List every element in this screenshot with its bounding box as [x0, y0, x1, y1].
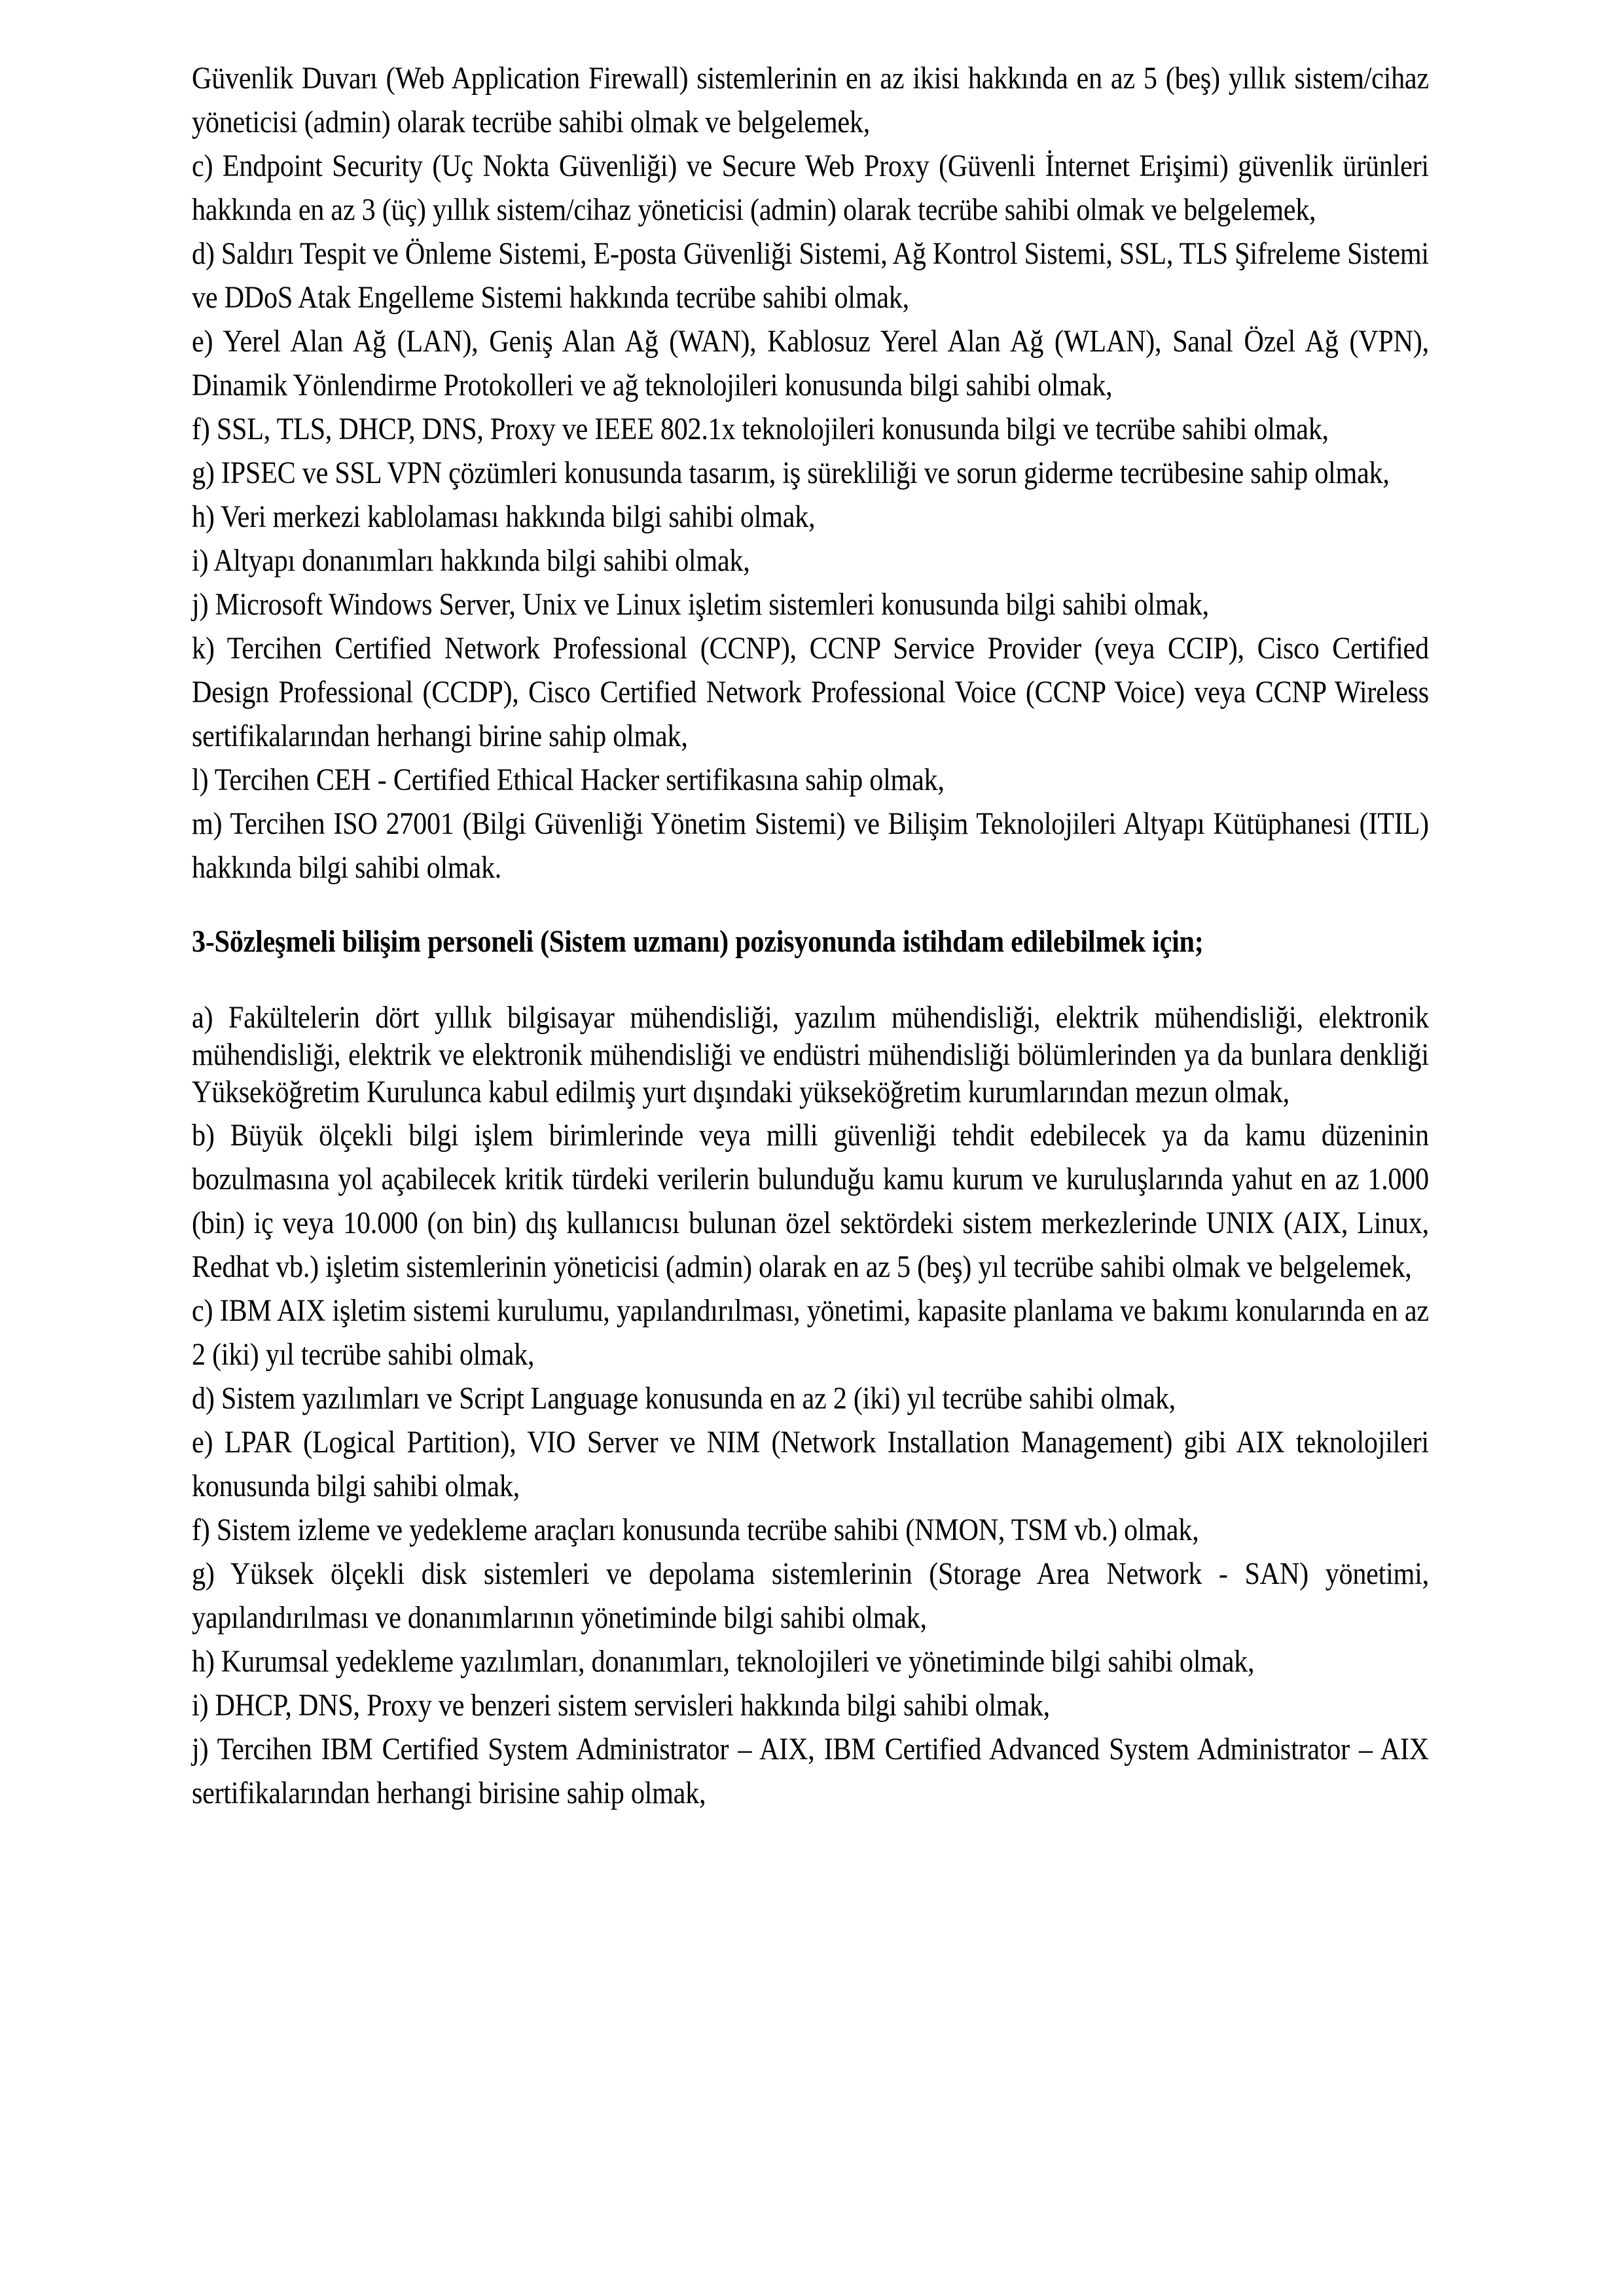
requirement-item: f) Sistem izleme ve yedekleme araçları konusunda tecrübe sahibi (NMON, TSM vb.) olmak, — [192, 1513, 1199, 1547]
requirement-item: d) Sistem yazılımları ve Script Language konusunda en az 2 (iki) yıl tecrübe sahibi olmak, — [192, 1381, 1176, 1416]
document-content — [192, 56, 1429, 1815]
requirement-item: m) Tercihen ISO 27001 (Bilgi Güvenliği Yönetim Sistemi) ve Bilişim Teknolojileri Altyapı Kütüphanesi (ITIL) hakkında bilgi sahibi olmak. — [192, 806, 1429, 885]
continued-paragraph: Güvenlik Duvarı (Web Application Firewall) sistemlerinin en az ikisi hakkında en az 5 (beş) yıllık sistem/cihaz yöneticisi (admin) olarak tecrübe sahibi olmak ve belgelemek, — [192, 61, 1429, 139]
requirement-item: c) IBM AIX işletim sistemi kurulumu, yapılandırılması, yönetimi, kapasite planlama ve bakımı konularında en az 2 (iki) yıl tecrübe sahibi olmak, — [192, 1293, 1429, 1372]
section2-requirements-list — [192, 144, 1429, 889]
requirement-item: k) Tercihen Certified Network Professional (CCNP), CCNP Service Provider (veya CCIP), Cisco Certified Design Professional (CCDP), Cisco Certified Network Professional Voice (CCNP Voice) veya CCNP Wireless sertifikalarından herhangi birine sahip olmak, — [192, 631, 1429, 753]
requirement-item: g) Yüksek ölçekli disk sistemleri ve depolama sistemlerinin (Storage Area Network - SAN) yönetimi, yapılandırılması ve donanımlarının yönetiminde bilgi sahibi olmak, — [192, 1556, 1429, 1635]
requirement-item: j) Tercihen IBM Certified System Administrator – AIX, IBM Certified Advanced System Administrator – AIX sertifikalarından herhangi birisine sahip olmak, — [192, 1732, 1429, 1810]
requirement-item: c) Endpoint Security (Uç Nokta Güvenliği) ve Secure Web Proxy (Güvenli İnternet Erişimi) güvenlik ürünleri hakkında en az 3 (üç) yıllık sistem/cihaz yöneticisi (admin) olarak tecrübe sahibi olmak ve belgelemek, — [192, 149, 1429, 227]
requirement-item: g) IPSEC ve SSL VPN çözümleri konusunda tasarım, iş sürekliliği ve sorun giderme tecrübesine sahip olmak, — [192, 456, 1390, 490]
requirement-item: e) LPAR (Logical Partition), VIO Server ve NIM (Network Installation Management) gibi AIX teknolojileri konusunda bilgi sahibi olmak, — [192, 1425, 1429, 1503]
requirement-item: d) Saldırı Tespit ve Önleme Sistemi, E-posta Güvenliği Sistemi, Ağ Kontrol Sistemi, SSL, TLS Şifreleme Sistemi ve DDoS Atak Engelleme Sistemi hakkında tecrübe sahibi olmak, — [192, 236, 1429, 315]
section-heading: 3-Sözleşmeli bilişim personeli (Sistem uzmanı) pozisyonunda istihdam edilebilmek için; — [192, 924, 1204, 959]
requirement-item: l) Tercihen CEH - Certified Ethical Hacker sertifikasına sahip olmak, — [192, 762, 945, 797]
requirement-item: i) Altyapı donanımları hakkında bilgi sahibi olmak, — [192, 543, 750, 578]
requirement-item: h) Veri merkezi kablolaması hakkında bilgi sahibi olmak, — [192, 499, 816, 534]
requirement-item: h) Kurumsal yedekleme yazılımları, donanımları, teknolojileri ve yönetiminde bilgi sahibi olmak, — [192, 1644, 1255, 1679]
section3-requirements-list — [192, 999, 1429, 1815]
requirement-item: j) Microsoft Windows Server, Unix ve Linux işletim sistemleri konusunda bilgi sahibi olmak, — [192, 587, 1209, 622]
requirement-item: i) DHCP, DNS, Proxy ve benzeri sistem servisleri hakkında bilgi sahibi olmak, — [192, 1688, 1050, 1723]
requirement-item: e) Yerel Alan Ağ (LAN), Geniş Alan Ağ (WAN), Kablosuz Yerel Alan Ağ (WLAN), Sanal Özel Ağ (VPN), Dinamik Yönlendirme Protokolleri ve ağ teknolojileri konusunda bilgi sahibi olmak, — [192, 324, 1429, 403]
requirement-item: b) Büyük ölçekli bilgi işlem birimlerinde veya milli güvenliği tehdit edebilecek ya da kamu düzeninin bozulmasına yol açabilecek kritik türdeki verilerin bulunduğu kamu kurum ve kuruluşlarında yahut en az 1.000 (bin) iç veya 10.000 (on bin) dış kullanıcısı bulunan özel sektördeki sistem merkezlerinde UNIX (AIX, Linux, Redhat vb.) işletim sistemlerinin yöneticisi (admin) olarak en az 5 (beş) yıl tecrübe sahibi olmak ve belgelemek, — [192, 1118, 1429, 1284]
requirement-item: f) SSL, TLS, DHCP, DNS, Proxy ve IEEE 802.1x teknolojileri konusunda bilgi ve tecrübe sahibi olmak, — [192, 412, 1329, 446]
requirement-item: a) Fakültelerin dört yıllık bilgisayar mühendisliği, yazılım mühendisliği, elektrik mühendisliği, elektronik mühendisliği, elektrik ve elektronik mühendisliği ve endüstri mühendisliği bölümlerinden ya da bunlara denkliği Yükseköğretim Kurulunca kabul edilmiş yurt dışındaki yükseköğretim kurumlarından mezun olmak, — [192, 1000, 1429, 1109]
